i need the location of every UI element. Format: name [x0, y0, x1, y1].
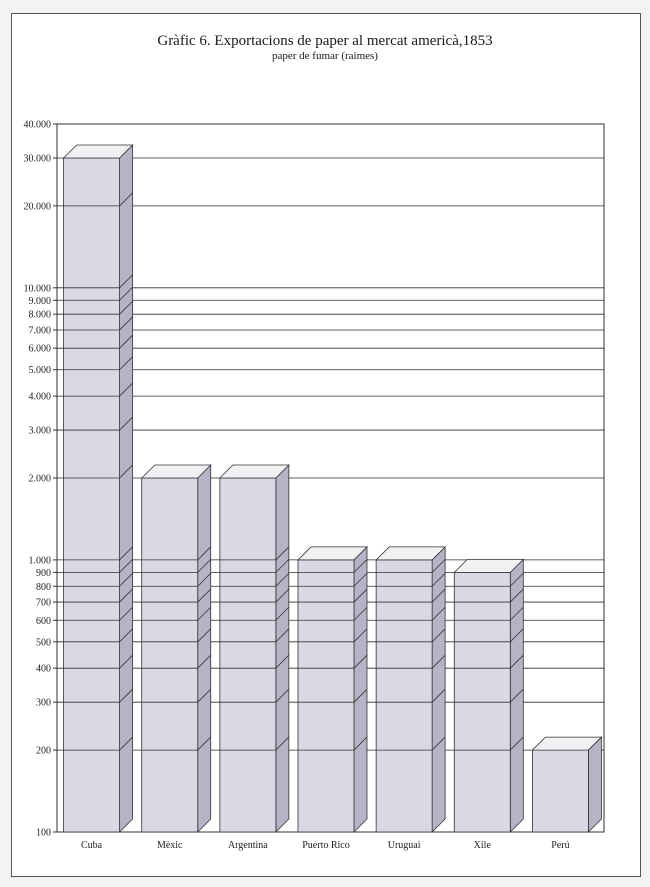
y-tick-label: 7.000 [28, 325, 51, 337]
y-tick-label: 20.000 [23, 201, 51, 213]
category-label: Perú [551, 840, 570, 851]
bar [454, 559, 523, 832]
bar-front [532, 750, 588, 832]
bar-side [198, 465, 211, 832]
y-tick-label: 40.000 [23, 119, 51, 131]
y-tick-label: 4.000 [28, 391, 51, 403]
y-tick-label: 9.000 [28, 295, 51, 307]
bar-front [298, 560, 354, 832]
y-tick-label: 600 [36, 615, 51, 627]
y-tick-label: 10.000 [23, 283, 51, 295]
y-tick-label: 30.000 [23, 153, 51, 165]
y-tick-label: 3.000 [28, 425, 51, 437]
y-tick-label: 400 [36, 663, 51, 675]
bar-front [142, 478, 198, 832]
y-tick-label: 6.000 [28, 343, 51, 355]
y-tick-label: 2.000 [28, 473, 51, 485]
y-tick-label: 300 [36, 697, 51, 709]
bar-side [276, 465, 289, 832]
bar-front [64, 158, 120, 832]
category-label: Argentina [227, 840, 268, 851]
category-label: Cuba [81, 840, 103, 851]
chart-title: Gràfic 6. Exportacions de paper al mercat americà,1853 [157, 33, 493, 49]
bar [532, 737, 601, 832]
bar-side [354, 547, 367, 832]
category-label: Xile [473, 840, 491, 851]
bar-front [220, 478, 276, 832]
bar [298, 547, 367, 832]
category-label: Mèxic [156, 840, 183, 851]
bar [220, 465, 289, 832]
bar-side [432, 547, 445, 832]
y-tick-label: 800 [36, 581, 51, 593]
category-label: Uruguai [387, 840, 421, 851]
bar [142, 465, 211, 832]
y-tick-label: 100 [36, 827, 51, 839]
y-tick-label: 700 [36, 597, 51, 609]
bar-side [120, 145, 133, 832]
chart-subtitle: paper de fumar (raimes) [272, 50, 378, 62]
y-tick-label: 200 [36, 745, 51, 757]
bar-front [376, 560, 432, 832]
y-tick-label: 1.000 [28, 555, 51, 567]
y-tick-label: 8.000 [28, 309, 51, 321]
y-tick-label: 5.000 [28, 365, 51, 377]
category-label: Puerto Rico [302, 840, 350, 851]
bar-side [588, 737, 601, 832]
y-tick-label: 500 [36, 637, 51, 649]
y-tick-label: 900 [36, 567, 51, 579]
bar [376, 547, 445, 832]
bar [64, 145, 133, 832]
